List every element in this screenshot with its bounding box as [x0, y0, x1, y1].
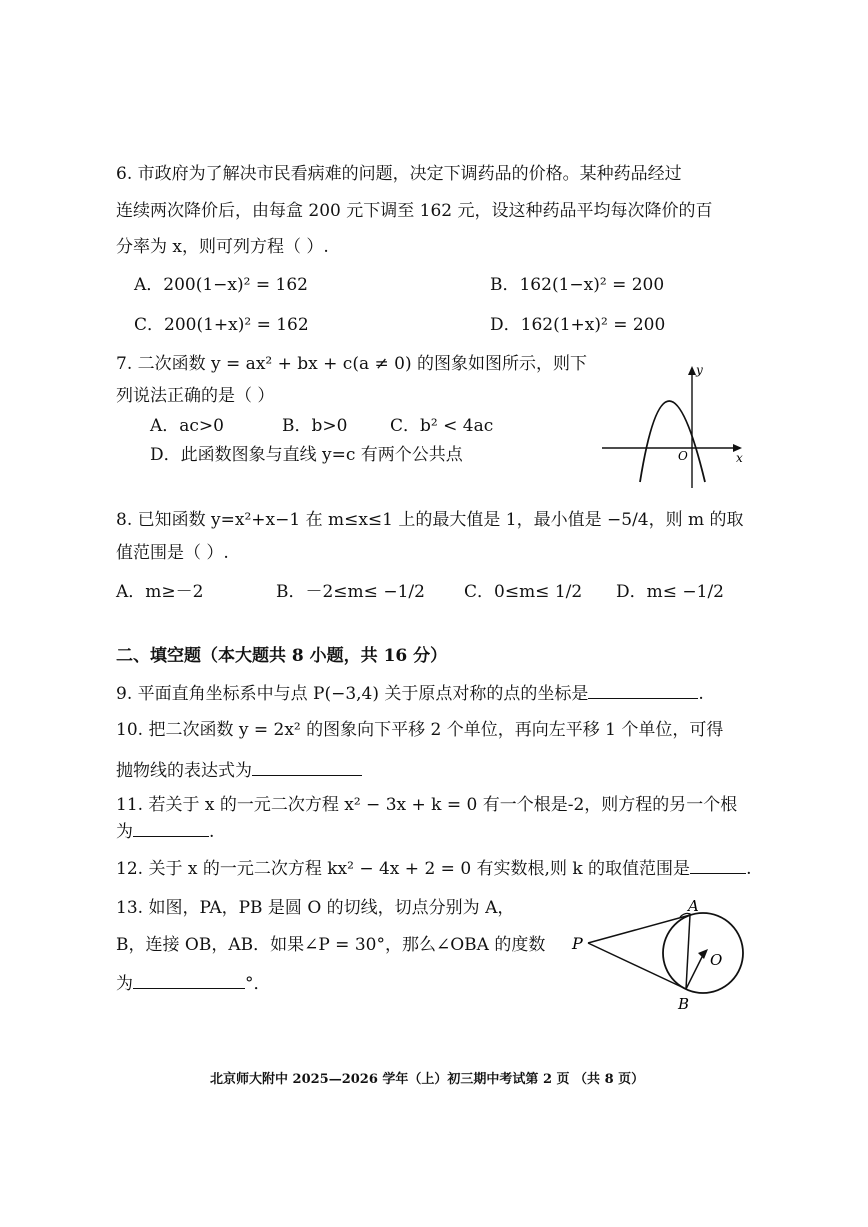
q13-circle-tangent-figure [568, 895, 758, 1020]
q6-line2: 连续两次降价后，由每盒 200 元下调至 162 元，设这种药品平均每次降价的百 [116, 201, 713, 221]
y-axis-label: y [696, 363, 703, 377]
tangent-pb [588, 943, 686, 989]
y-axis-arrow [688, 366, 696, 375]
q8-line2: 值范围是（ ）. [116, 543, 229, 563]
q12-end: . [746, 859, 752, 879]
q6-option-a: A．200(1−x)² = 162 [134, 275, 308, 295]
q12-line [116, 855, 751, 881]
q7-line2: 列说法正确的是（ ） [116, 386, 275, 406]
q9-line [116, 680, 704, 706]
q9-text: 9. 平面直角坐标系中与点 P(−3,4) 关于原点对称的点的坐标是 [116, 684, 589, 704]
point-a-label: A [688, 897, 699, 915]
q7-line1: 7. 二次函数 y = ax² + bx + c(a ≠ 0) 的图象如图所示，则下 [116, 354, 587, 374]
point-b-label: B [678, 995, 690, 1013]
q8-line1: 8. 已知函数 y=x²+x−1 在 m≤x≤1 上的最大值是 1，最小值是 −5/4，则 m 的取 [116, 510, 744, 530]
q11-end: . [209, 822, 215, 842]
q10-text: 抛物线的表达式为 [116, 761, 252, 781]
point-p-label: P [572, 934, 583, 953]
q7-option-c: C．b² < 4ac [390, 416, 494, 436]
q12-answer-blank[interactable] [690, 855, 746, 874]
q11-line1: 11. 若关于 x 的一元二次方程 x² − 3x + k = 0 有一个根是-2，则方程的另一个根 [116, 795, 738, 815]
q6-option-b: B．162(1−x)² = 200 [490, 275, 665, 295]
arrowhead [698, 949, 708, 959]
section-fill-in-title: 二、填空题（本大题共 8 小题，共 16 分） [116, 646, 448, 666]
q9-end: . [698, 684, 704, 704]
q7-option-d: D．此函数图象与直线 y=c 有两个公共点 [150, 445, 463, 465]
q6-line1: 6. 市政府为了解决市民看病难的问题，决定下调药品的价格。某种药品经过 [116, 164, 682, 184]
q13-line3 [116, 970, 271, 996]
q6-option-c: C．200(1+x)² = 162 [134, 315, 309, 335]
parabola-curve [640, 401, 705, 482]
q10-line1: 10. 把二次函数 y = 2x² 的图象向下平移 2 个单位，再向左平移 1 个单位，可得 [116, 720, 724, 740]
q13-end: °． [245, 974, 271, 994]
x-axis-label: x [736, 451, 743, 465]
point-o-label: O [710, 951, 723, 969]
q8-option-d: D．m≤ −1/2 [616, 582, 725, 602]
q6-option-d: D．162(1+x)² = 200 [490, 315, 666, 335]
q8-option-b: B．－2≤m≤ −1/2 [276, 582, 425, 602]
q7-parabola-figure [600, 360, 750, 490]
q9-answer-blank[interactable] [588, 680, 698, 699]
q13-text: 为 [116, 974, 133, 994]
q8-option-a: A．m≥－2 [116, 582, 204, 602]
q11-text: 为 [116, 822, 133, 842]
q13-line1: 13. 如图，PA，PB 是圆 O 的切线，切点分别为 A， [116, 898, 515, 918]
q12-text: 12. 关于 x 的一元二次方程 kx² − 4x + 2 = 0 有实数根,则 k 的取值范围是 [116, 859, 691, 879]
q13-answer-blank[interactable] [133, 970, 245, 989]
tangent-pa [588, 915, 690, 943]
q13-line2: B，连接 OB，AB．如果∠P = 30°，那么∠OBA 的度数 [116, 935, 546, 955]
segment-ob [686, 953, 704, 989]
q11-line2 [116, 818, 214, 844]
origin-label: O [678, 449, 688, 463]
q6-line3: 分率为 x，则可列方程（ ）. [116, 237, 329, 257]
q11-answer-blank[interactable] [133, 818, 209, 837]
q8-option-c: C．0≤m≤ 1/2 [464, 582, 583, 602]
chord-ab [686, 915, 690, 989]
q7-option-b: B．b>0 [282, 416, 348, 436]
page-footer: 北京师大附中 2025—2026 学年（上）初三期中考试第 2 页 （共 8 页） [210, 1072, 645, 1087]
q7-option-a: A．ac>0 [150, 416, 224, 436]
q10-answer-blank[interactable] [252, 757, 362, 776]
q10-line2 [116, 757, 362, 783]
